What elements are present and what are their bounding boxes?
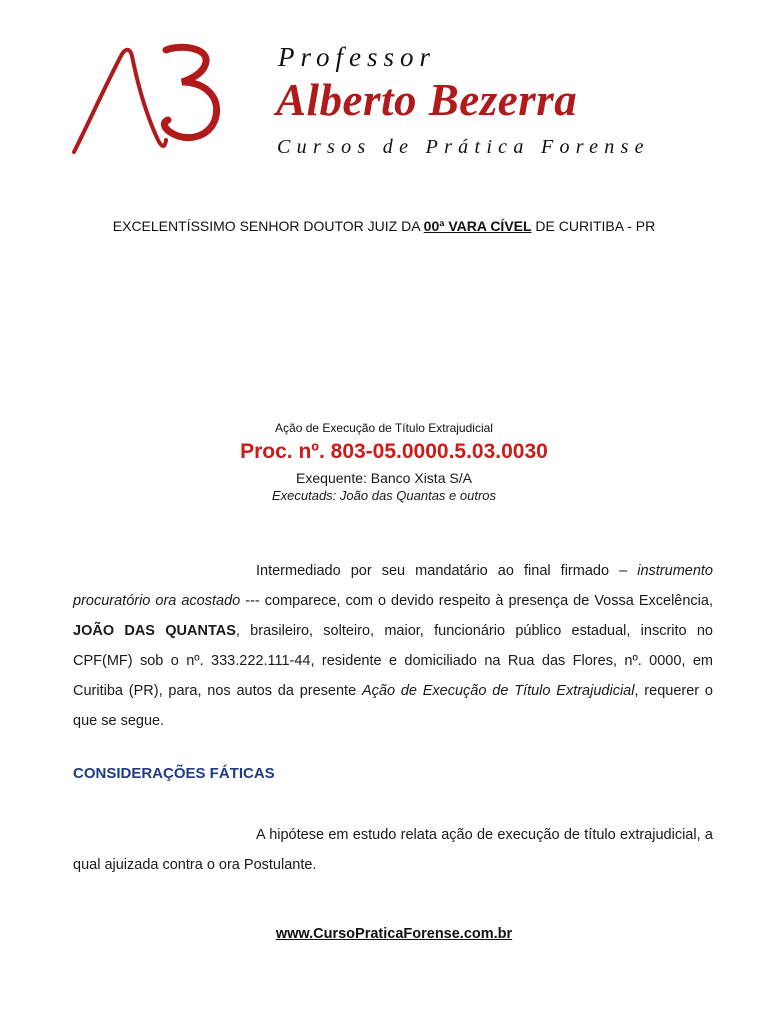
address-suffix: DE CURITIBA - PR [531,218,656,234]
p1-italic-1: instrumento procuratório ora acostado [73,563,713,609]
brand-name: Alberto Bezerra [276,75,578,125]
court-address-line [0,218,768,234]
address-prefix: EXCELENTÍSSIMO SENHOR DOUTOR JUIZ DA [112,218,424,234]
p1-text-4: , requerer o que se segue. [73,683,713,729]
brand-subtitle: Cursos de Prática Forense [277,136,650,158]
section-heading: CONSIDERAÇÕES FÁTICAS [73,765,275,782]
p1-text-2: --- comparece, com o devido respeito à presença de Vossa Excelência, [240,593,713,609]
alberto-bezerra-logo-icon [70,40,230,160]
process-number: Proc. nº. 803-05.0000.5.03.0030 [240,440,548,463]
p1-text-3: , brasileiro, solteiro, maior, funcionário público estadual, inscrito no CPF(MF) sob o nº. 333.222.111-44, residente e domiciliado na Rua das Flores, nº. 0000, em Curitiba (PR), para, nos autos da presente [73,623,713,699]
address-vara: 00ª VARA CÍVEL [423,218,532,234]
exequente-line: Exequente: Banco Xista S/A [296,470,472,486]
p1-italic-2: Ação de Execução de Título Extrajudicial [361,683,635,699]
facts-paragraph [73,820,713,880]
p1-text-1: Intermediado por seu mandatário ao final firmado – [256,563,638,579]
brand-title-professor: Professor [278,42,437,72]
executados-line: Executads: João das Quantas e outros [271,488,497,503]
case-type: Ação de Execução de Título Extrajudicial [275,421,493,435]
footer-website-link[interactable]: www.CursoPraticaForense.com.br [275,926,513,942]
opening-paragraph [73,556,713,736]
p2-text: A hipótese em estudo relata ação de execução de título extrajudicial, a qual ajuizada contra o ora Postulante. [73,827,713,873]
p1-party-name: JOÃO DAS QUANTAS [73,623,236,639]
